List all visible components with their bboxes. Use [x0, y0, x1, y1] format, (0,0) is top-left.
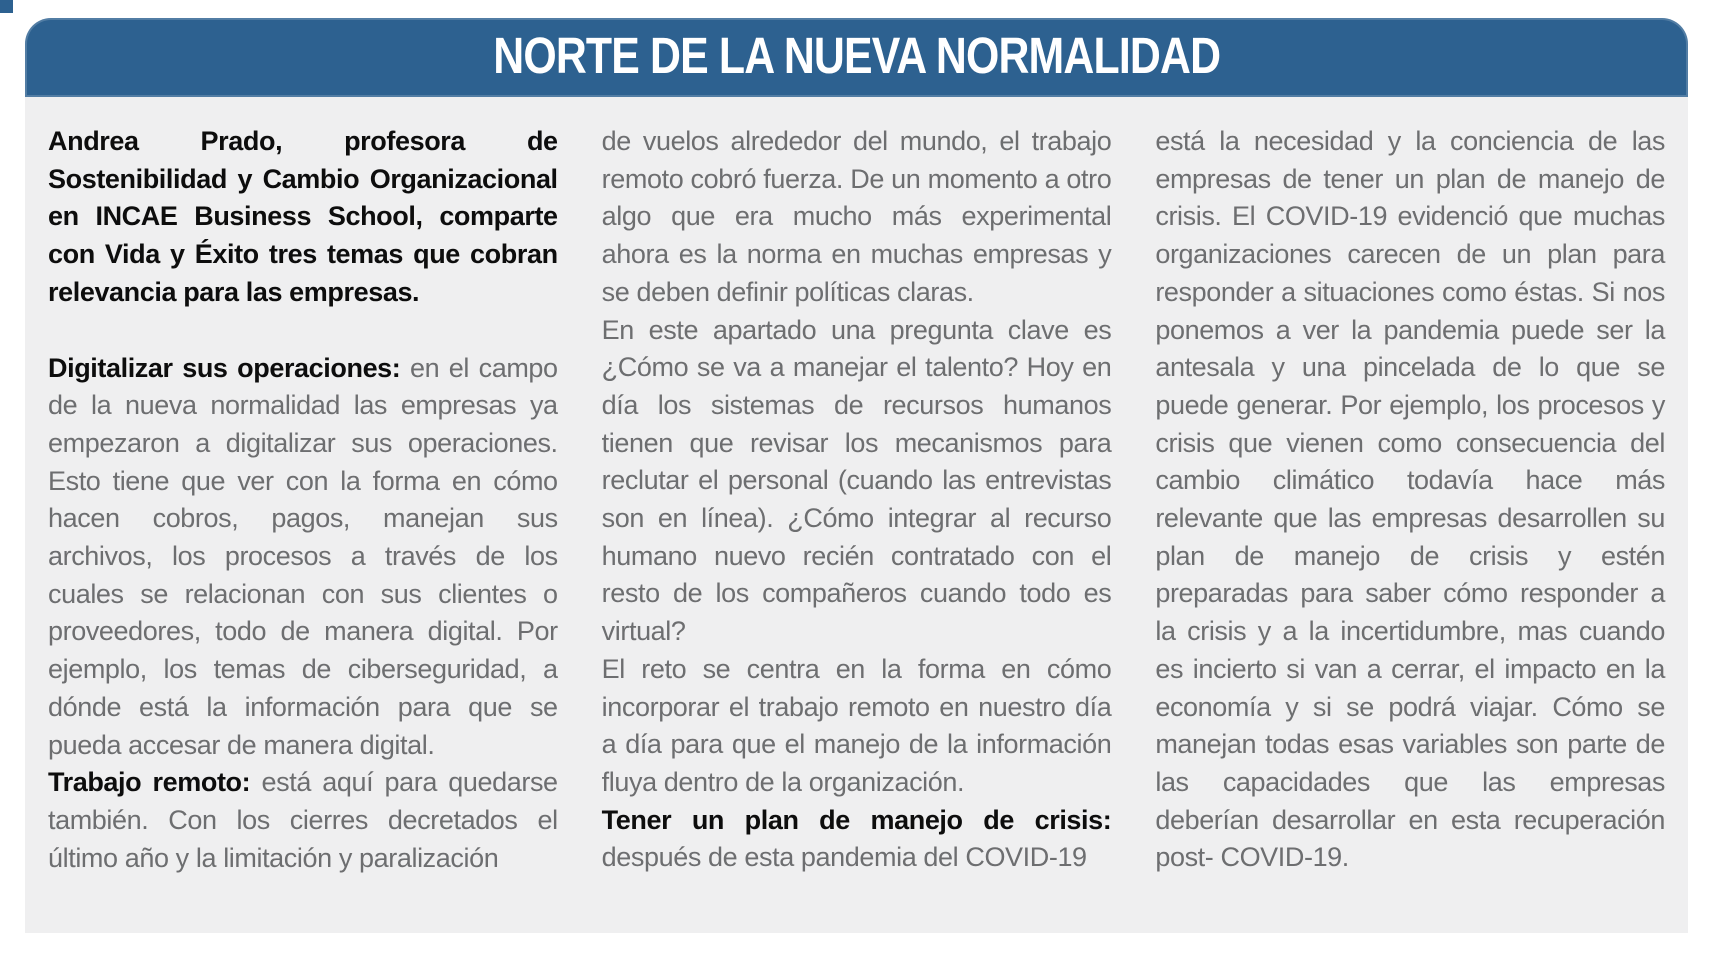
- topic-plan-crisis-text: después de esta pandemia del COVID-19: [601, 842, 1087, 873]
- article-body: [25, 97, 1688, 933]
- corner-accent-square: [0, 0, 13, 13]
- text-column-2: [602, 123, 1112, 933]
- topic-trabajo-remoto-paragraph: [48, 764, 558, 877]
- article-header-banner: [25, 18, 1688, 97]
- article-title: NORTE DE LA NUEVA NORMALIDAD: [493, 27, 1220, 84]
- topic-digitalizar-label: Digitalizar sus operaciones:: [48, 352, 410, 383]
- topic-trabajo-remoto-label: Trabajo remoto:: [48, 767, 262, 798]
- topic-digitalizar-paragraph: [48, 350, 558, 765]
- topic-trabajo-remoto-text: está aquí para quedarse también. Con los cierres decretados el último año y la limitación y paralización: [48, 767, 558, 873]
- text-column-3: [1155, 123, 1665, 933]
- text-column-1: [48, 123, 558, 933]
- column2-paragraph-2: En este apartado una pregunta clave es ¿Cómo se va a manejar el talento? Hoy en día los sistemas de recursos humanos tienen que revisar los mecanismos para reclutar el personal (cuando las entrevistas son en línea). ¿Cómo integrar al recurso humano nuevo recién contratado con el resto de los compañeros cuando todo es virtual?: [601, 314, 1112, 647]
- intro-paragraph: Andrea Prado, profesora de Sostenibilidad y Cambio Organizacional en INCAE Business School, comparte con Vida y Éxito tres temas que cobran relevancia para las empresas.: [48, 126, 558, 307]
- column2-paragraph-3: El reto se centra en la forma en cómo incorporar el trabajo remoto en nuestro día a día para que el manejo de la información fluya dentro de la organización.: [601, 653, 1112, 797]
- column3-paragraph-1: está la necesidad y la conciencia de las empresas de tener un plan de manejo de crisis. El COVID-19 evidenció que muchas organizaciones carecen de un plan para responder a situaciones como éstas. Si nos ponemos a ver la pandemia puede ser la antesala y una pincelada de lo que se puede generar. Por ejemplo, los procesos y crisis que vienen como consecuencia del cambio climático todavía hace más relevante que las empresas desarrollen su plan de manejo de crisis y estén preparadas para saber cómo responder a la crisis y a la incertidumbre, mas cuando es incierto si van a cerrar, el impacto en la economía y si se podrá viajar. Cómo se manejan todas esas variables son parte de las capacidades que las empresas deberían desarrollar en esta recuperación post- COVID-19.: [1155, 126, 1666, 873]
- topic-plan-crisis-paragraph: [602, 802, 1112, 877]
- column2-paragraph-1: de vuelos alrededor del mundo, el trabajo remoto cobró fuerza. De un momento a otro algo que era mucho más experimental ahora es la norma en muchas empresas y se deben definir políticas claras.: [601, 126, 1112, 307]
- topic-digitalizar-text: en el campo de la nueva normalidad las empresas ya empezaron a digitalizar sus operaciones. Esto tiene que ver con la forma en cómo hacen cobros, pagos, manejan sus archivos, los procesos a través de los cuales se relacionan con sus clientes o proveedores, todo de manera digital. Por ejemplo, los temas de ciberseguridad, a dónde está la información para que se pueda accesar de manera digital.: [48, 352, 558, 760]
- topic-plan-crisis-label: Tener un plan de manejo de crisis:: [601, 804, 1112, 835]
